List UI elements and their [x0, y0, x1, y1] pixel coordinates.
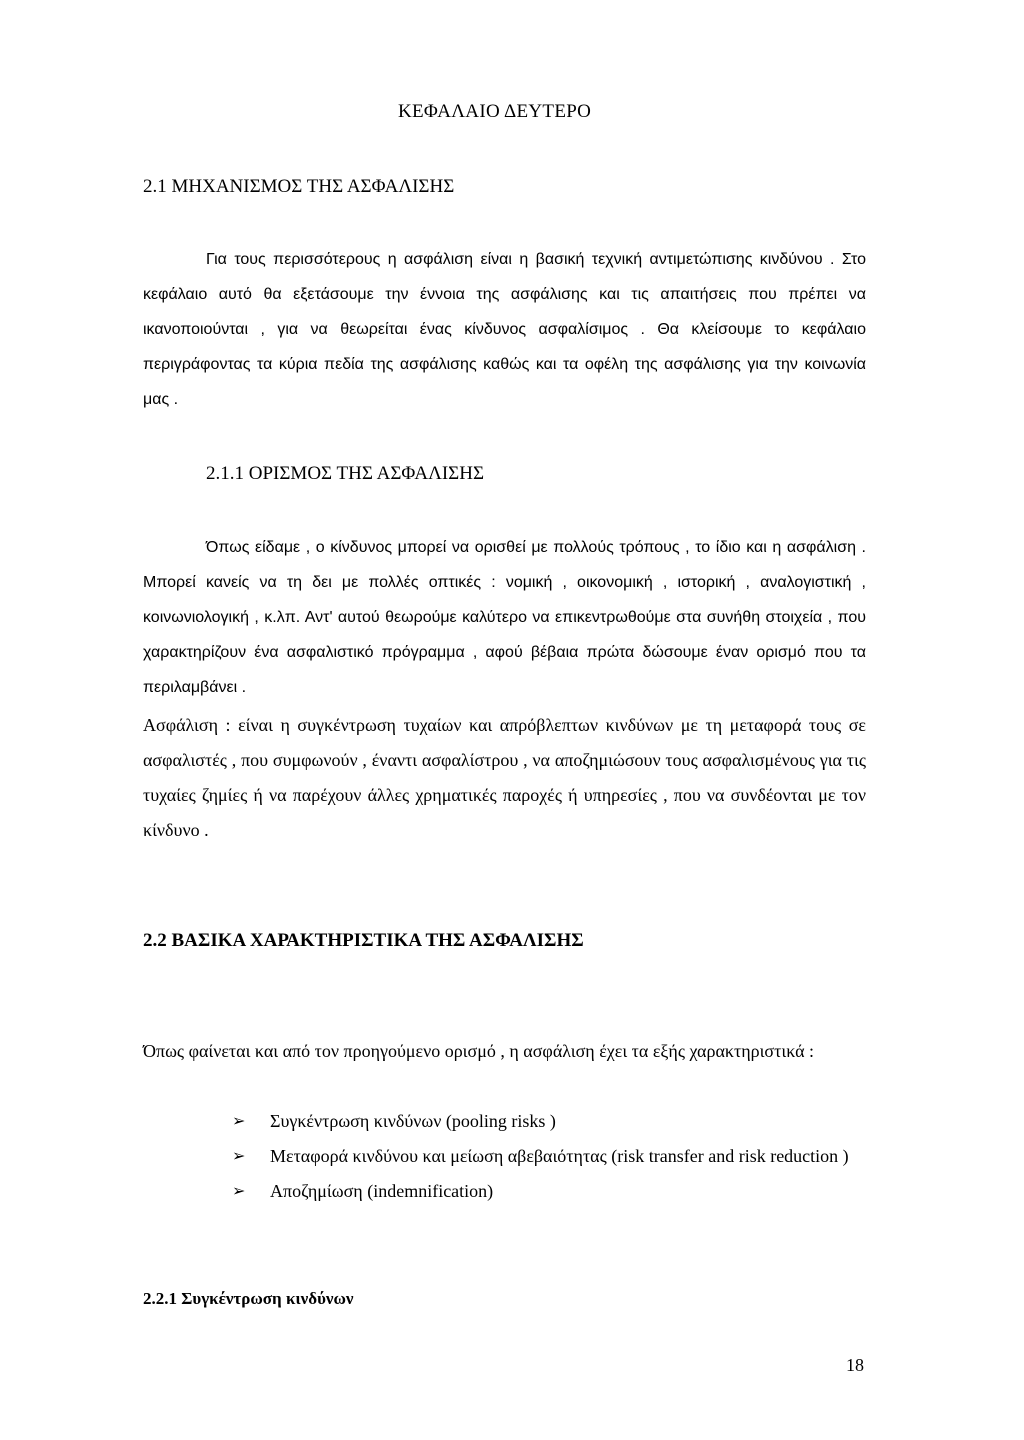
- page-number: 18: [846, 1355, 864, 1375]
- chapter-title: ΚΕΦΑΛΑΙΟ ΔΕΥΤΕΡΟ: [398, 101, 592, 122]
- list-item-text: Αποζημίωση (indemnification): [270, 1181, 494, 1201]
- section-2-1-1-paragraph-1: Όπως είδαμε , ο κίνδυνος μπορεί να ορισθεί με πολλούς τρόπους , το ίδιο και η ασφάλιση . Μπορεί κανείς να τη δει με πολλές οπτικές : νομική , οικονομική , ιστορική , αναλογιστική , κοινωνιολογική , κ.λπ. Αντ' αυτού θεωρούμε καλύτερο να επικεντρωθούμε στα συνήθη στοιχεία , που χαρακτηρίζουν ένα ασφαλιστικό πρόγραμμα , αφού βέβαια πρώτα δώσουμε έναν ορισμό που τα περιλαμβάνει .: [143, 539, 866, 696]
- section-2-1-heading: 2.1 ΜΗΧΑΝΙΣΜΟΣ ΤΗΣ ΑΣΦΑΛΙΣΗΣ: [143, 176, 455, 197]
- list-item-text: Συγκέντρωση κινδύνων (pooling risks ): [270, 1111, 556, 1131]
- section-2-2-heading: 2.2 ΒΑΣΙΚΑ ΧΑΡΑΚΤΗΡΙΣΤΙΚΑ ΤΗΣ ΑΣΦΑΛΙΣΗΣ: [143, 930, 584, 951]
- characteristics-list: [232, 1104, 872, 1209]
- arrow-bullet-icon: ➢: [232, 1183, 246, 1200]
- list-item: [232, 1174, 872, 1209]
- list-item: [232, 1139, 872, 1174]
- arrow-bullet-icon: ➢: [232, 1148, 246, 1165]
- list-item-text: Μεταφορά κινδύνου και μείωση αβεβαιότητας (risk transfer and risk reduction ): [270, 1146, 849, 1166]
- section-2-1-1-heading: 2.1.1 ΟΡΙΣΜΟΣ ΤΗΣ ΑΣΦΑΛΙΣΗΣ: [206, 463, 485, 484]
- section-2-2-1-heading: 2.2.1 Συγκέντρωση κινδύνων: [143, 1289, 354, 1308]
- section-2-1-1-paragraph-2: Ασφάλιση : είναι η συγκέντρωση τυχαίων και απρόβλεπτων κινδύνων με τη μεταφορά τους σε ασφαλιστές , που συμφωνούν , έναντι ασφαλίστρου , να αποζημιώσουν τους ασφαλισμένους για τις τυχαίες ζημίες ή να παρέχουν άλλες χρηματικές παροχές ή υπηρεσίες , που να συνδέονται με τον κίνδυνο .: [143, 715, 866, 840]
- section-2-2-paragraph: Όπως φαίνεται και από τον προηγούμενο ορισμό , η ασφάλιση έχει τα εξής χαρακτηριστικά :: [143, 1041, 815, 1061]
- section-2-1-paragraph: Για τους περισσότερους η ασφάλιση είναι η βασική τεχνική αντιμετώπισης κινδύνου . Στο κεφάλαιο αυτό θα εξετάσουμε την έννοια της ασφάλισης και τις απαιτήσεις που πρέπει να ικανοποιούνται , για να θεωρείται ένας κίνδυνος ασφαλίσιμος . Θα κλείσουμε το κεφάλαιο περιγράφοντας τα κύρια πεδία της ασφάλισης καθώς και τα οφέλη της ασφάλισης για την κοινωνία μας .: [143, 251, 866, 408]
- list-item: [232, 1104, 872, 1139]
- arrow-bullet-icon: ➢: [232, 1113, 246, 1130]
